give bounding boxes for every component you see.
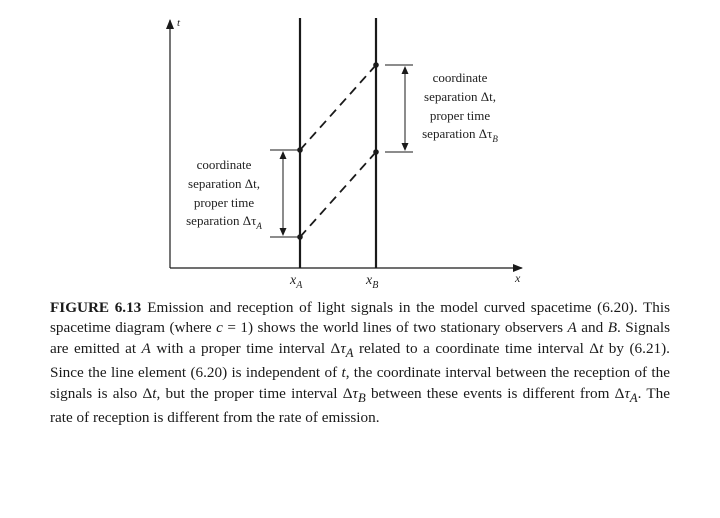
svg-text:separation ΔτA: separation $\Delta\tau_A$ — [186, 213, 262, 231]
x-axis-label: x — [515, 271, 521, 285]
left-interval-bracket — [270, 150, 298, 237]
left-annotation — [186, 157, 262, 231]
emission-event-2 — [297, 147, 303, 153]
t-axis-label: t — [177, 17, 181, 29]
reception-event-2 — [373, 62, 379, 68]
svg-text:proper time: proper time — [429, 108, 491, 123]
light-signal-2 — [300, 65, 376, 150]
figure-caption: FIGURE 6.13 Emission and reception of light signals in the model curved spacetime (6.20). This spacetime diagram (where c = 1) shows the world lines of two stationary observers A and B. Signals are emitted at A with a proper time interval $\Delta\tau_A$ related to a coordinate time interval Δt by (6.21). Since the line element (6.20) is independent of t, the coordinate interval between the reception of the signals is also Δt, but the proper time interval $\Delta\tau_B$ between these events is different from $\Delta\tau_A$. The rate of reception is different from the rate of emission. — [50, 299, 671, 427]
figure-label: FIGURE 6.13 — [50, 299, 142, 316]
svg-text:separation Δt,: separation Δt, — [424, 89, 496, 104]
emission-event-1 — [297, 234, 303, 240]
right-annotation — [422, 70, 498, 144]
svg-text:proper time: proper time — [193, 195, 255, 210]
worldline-b-label: $x_B$ — [366, 273, 379, 290]
svg-text:separation Δt,: separation Δt, — [188, 176, 260, 191]
reception-event-1 — [373, 149, 379, 155]
svg-text:coordinate: coordinate — [432, 70, 488, 85]
svg-text:separation ΔτB: separation $\Delta\tau_B$ — [422, 126, 498, 144]
svg-text:coordinate: coordinate — [196, 157, 252, 172]
worldline-a-label: $x_A$ — [290, 273, 303, 290]
light-signal-1 — [300, 152, 376, 237]
right-interval-bracket — [385, 65, 413, 152]
